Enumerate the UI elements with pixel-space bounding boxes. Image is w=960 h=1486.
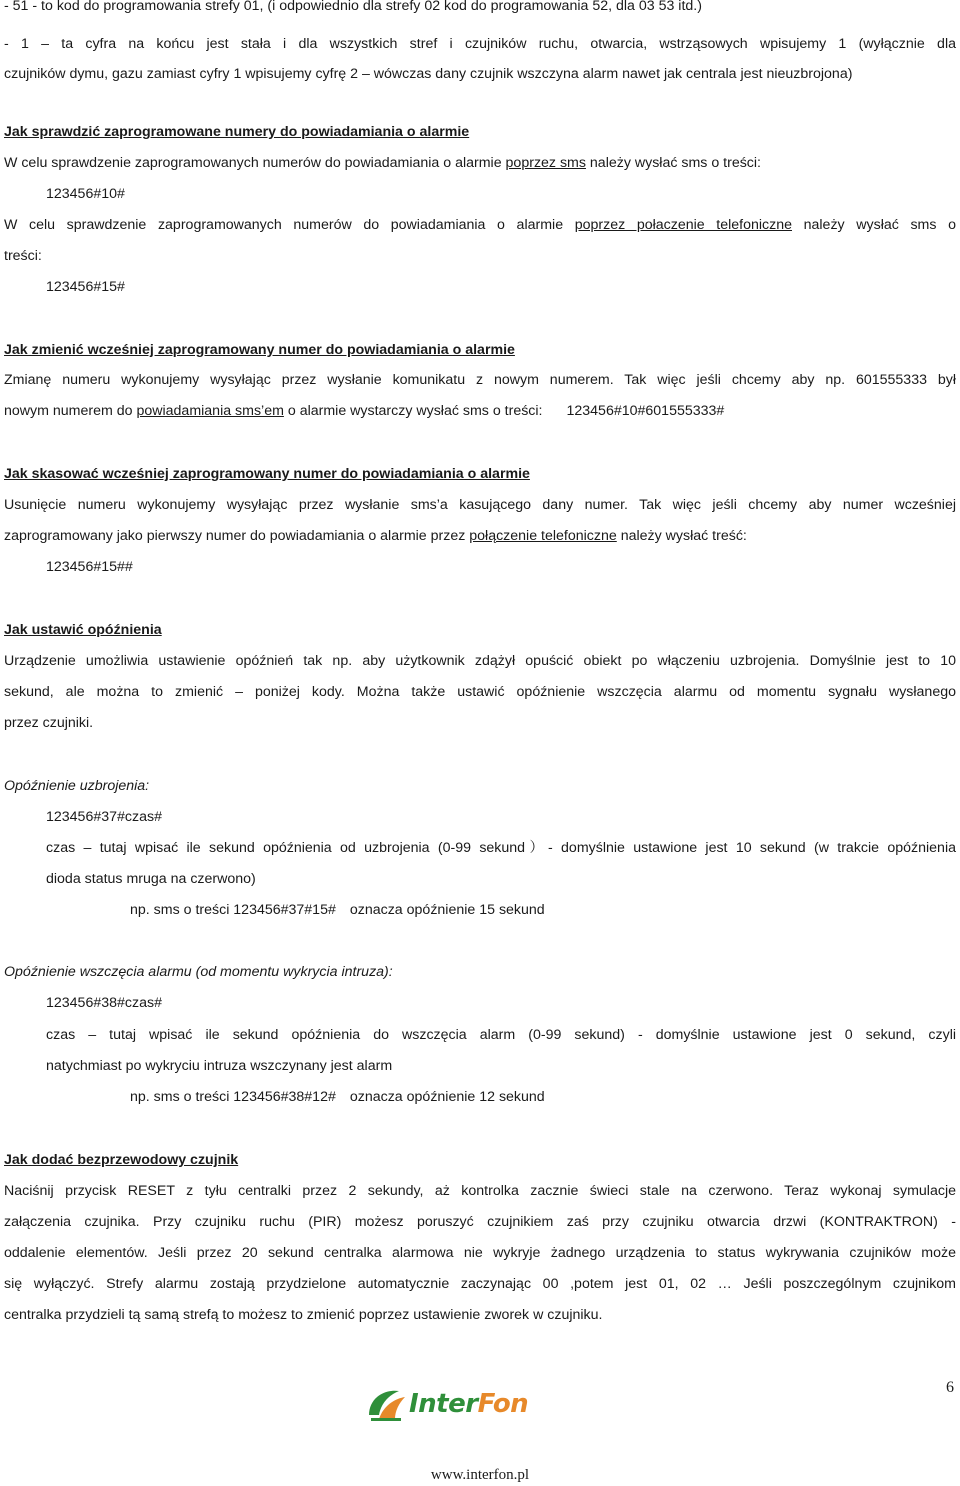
sms-code: 123456#38#czas# <box>46 995 162 1011</box>
underlined-text: poprzez sms <box>505 155 586 171</box>
text-line: sekund, ale można to zmienić – poniżej kody. Można także ustawić opóźnienie wszczęcia alarmu od momentu sygnału wysłanego <box>4 684 956 700</box>
logo-wordmark <box>409 1389 528 1419</box>
logo-text-inter: Inter <box>409 1389 478 1419</box>
text-span: np. sms o treści 123456#38#12# <box>130 1089 336 1105</box>
sms-code: 123456#37#czas# <box>46 809 162 825</box>
text-line: Zmianę numeru wykonujemy wysyłając przez wysłanie komunikatu z nowym numerem. Tak więc jeśli chcemy aby np. 601555333 był <box>4 372 956 388</box>
sms-code: 123456#15## <box>46 559 133 575</box>
text-line: oddalenie elementów. Jeśli przez 20 sekund centralka alarmowa nie wykryje żadnego urządzenia to status wykrywania czujników może <box>4 1245 956 1261</box>
text-line: załączenia czujnika. Przy czujniku ruchu (PIR) możesz poruszyć czujnikiem zaś przy czujniku otwarcia drzwi (KONTRAKTRON) - <box>4 1214 956 1230</box>
text-line <box>4 528 956 545</box>
text-line: przez czujniki. <box>4 715 94 731</box>
text-line: - 51 - to kod do programowania strefy 01, (i odpowiednio dla strefy 02 kod do programowania 52, dla 03 53 itd.) <box>4 0 702 14</box>
text-line <box>4 217 956 234</box>
text-span: zaprogramowany jako pierwszy numer do powiadamiania o alarmie przez <box>4 528 470 544</box>
text-line <box>4 155 956 172</box>
section-heading: Jak skasować wcześniej zaprogramowany numer do powiadamiania o alarmie <box>4 466 530 482</box>
sms-code: 123456#15# <box>46 279 125 295</box>
text-span: o alarmie wystarczy wysłać sms o treści: <box>283 403 543 419</box>
underlined-text: poprzez połaczenie telefoniczne <box>574 217 792 233</box>
text-span: nowym numerem do <box>4 403 137 419</box>
text-span: oznacza opóźnienie 12 sekund <box>349 1089 545 1105</box>
text-line: czujników dymu, gazu zamiast cyfry 1 wpisujemy cyfrę 2 – wówczas dany czujnik wszczyna alarm nawet jak centrala jest nieuzbrojona) <box>4 66 853 82</box>
section-heading: Jak dodać bezprzewodowy czujnik <box>4 1152 239 1168</box>
page-number: 6 <box>946 1379 954 1396</box>
text-span: W celu sprawdzenie zaprogramowanych numerów do powiadamiania o alarmie <box>4 217 575 233</box>
section-heading: Jak sprawdzić zaprogramowane numery do powiadamiania o alarmie <box>4 124 470 140</box>
logo-mark-icon <box>365 1385 409 1425</box>
text-span: należy wysłać sms o treści: <box>585 155 761 171</box>
text-line: Urządzenie umożliwia ustawienie opóźnień tak np. aby użytkownik zdążył opuścić obiekt po włączeniu uzbrojenia. Domyślnie jest to 10 <box>4 653 956 669</box>
logo-text-fon: Fon <box>477 1389 529 1419</box>
example-line <box>130 1089 956 1106</box>
text-span: należy wysłać treść: <box>616 528 747 544</box>
text-line: dioda status mruga na czerwono) <box>46 871 256 887</box>
text-line <box>4 403 956 420</box>
section-heading: Jak ustawić opóźnienia <box>4 622 162 638</box>
text-line: treści: <box>4 248 42 264</box>
section-heading: Jak zmienić wcześniej zaprogramowany numer do powiadamiania o alarmie <box>4 342 515 358</box>
footer-url: www.interfon.pl <box>430 1467 530 1483</box>
sms-code: 123456#10# <box>46 186 125 202</box>
text-line: natychmiast po wykryciu intruza wszczynany jest alarm <box>46 1058 393 1074</box>
underlined-text: powiadamiania sms’em <box>136 403 284 419</box>
text-line: czas – tutaj wpisać ile sekund opóźnienia do wszczęcia alarm (0-99 sekund) - domyślnie ustawione jest 0 sekund, czyli <box>46 1027 956 1043</box>
text-line: Naciśnij przycisk RESET z tyłu centralki przez 2 sekundy, aż kontrolka zacznie świeci stale na czerwono. Teraz wykonaj symulacje <box>4 1183 956 1199</box>
text-line: się wyłączyć. Strefy alarmu zostają przydzielone automatycznie zaczynając 00 ,potem jest 01, 02 … Jeśli poszczególnym czujnikom <box>4 1276 956 1292</box>
text-span: np. sms o treści 123456#37#15# <box>130 902 336 918</box>
text-line: czas – tutaj wpisać ile sekund opóźnienia od uzbrojenia (0-99 sekund）- domyślnie ustawione jest 10 sekund (w trakcie opóźnienia <box>46 840 956 856</box>
text-span: W celu sprawdzenie zaprogramowanych numerów do powiadamiania o alarmie <box>4 155 506 171</box>
text-line: centralka przydzieli tą samą strefą to możesz to zmienić poprzez ustawienie zworek w czujniku. <box>4 1307 603 1323</box>
underlined-text: połączenie telefoniczne <box>469 528 617 544</box>
interfon-logo <box>365 1385 550 1425</box>
text-span: należy wysłać sms o <box>792 217 956 233</box>
example-line <box>130 902 956 919</box>
subsection-heading: Opóźnienie wszczęcia alarmu (od momentu wykrycia intruza): <box>4 964 393 980</box>
text-line: - 1 – ta cyfra na końcu jest stała i dla wszystkich stref i czujników ruchu, otwarcia, wstrząsowych wpisujemy 1 (wyłącznie dla <box>4 36 956 52</box>
text-line: Usunięcie numeru wykonujemy wysyłając przez wysłanie sms’a kasującego dany numer. Tak więc jeśli chcemy aby numer wcześniej <box>4 497 956 513</box>
sms-code: 123456#10#601555333# <box>566 403 725 419</box>
subsection-heading: Opóźnienie uzbrojenia: <box>4 778 150 794</box>
text-span: oznacza opóźnienie 15 sekund <box>349 902 545 918</box>
